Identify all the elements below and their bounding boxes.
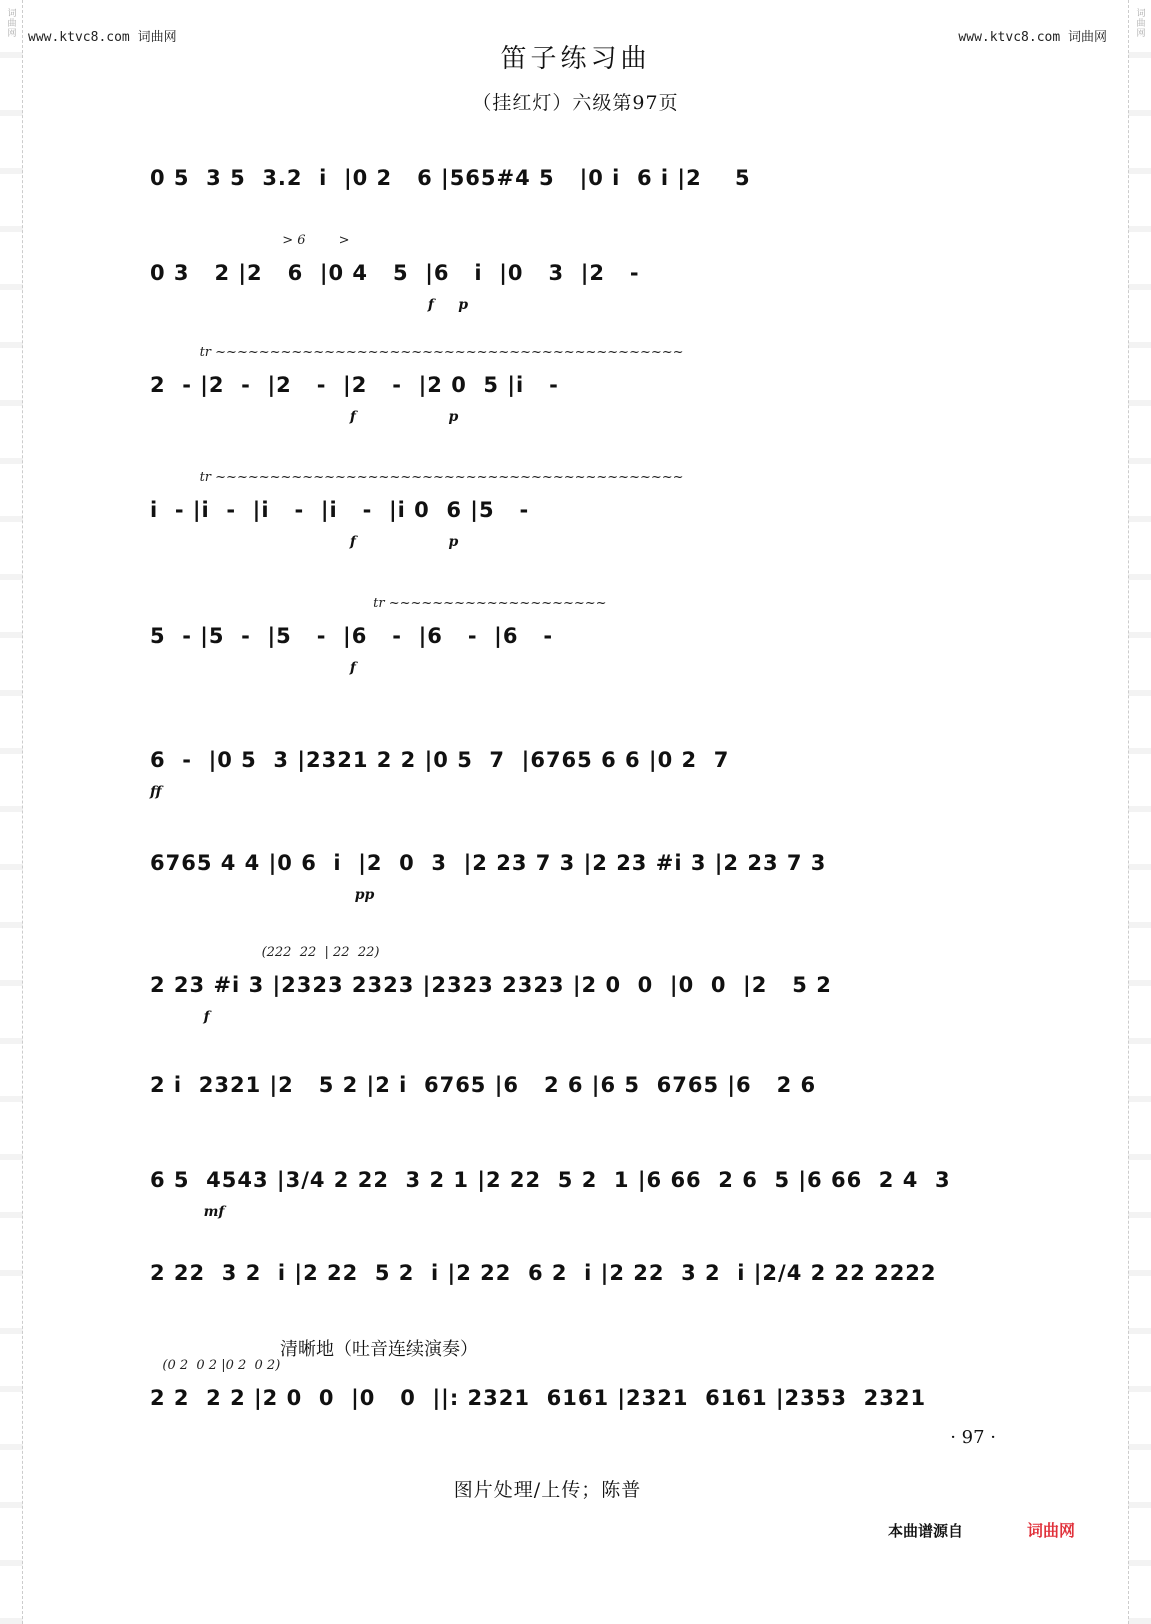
score-line-dynamics (150, 1297, 1030, 1315)
score-line-dynamics (150, 1422, 1030, 1440)
score-line (150, 833, 1030, 923)
score-line-marks: > 6 > (150, 233, 350, 248)
score-line (150, 345, 1030, 445)
score-line-marks (150, 720, 1030, 738)
score-line (150, 148, 1030, 238)
score-line (150, 945, 1030, 1045)
score-subtitle: （挂红灯）六级第97页 (472, 92, 679, 114)
upload-credit: 图片处理/上传；陈普 (453, 1479, 642, 1501)
score-line-notes: 2 22 3 2 i |2 22 5 2 i |2 22 6 2 i |2 22 3 2 i |2/4 2 22 2222 (150, 1261, 937, 1285)
source-label: 本曲谱源自 (888, 1522, 964, 1540)
score-line-dynamics: f p (150, 534, 459, 550)
score-line-marks: tr ~~~~~~~~~~~~~~~~~~~~~~~~~~~~~~~~~~~~~~~~~~~ (150, 345, 684, 360)
watermark-text: 词曲网 (1134, 8, 1145, 38)
score-line-marks: (0 2 0 2 |0 2 0 2) (150, 1358, 281, 1373)
score-line-notes: i - |i - |i - |i - |i 0 6 |5 - (150, 498, 530, 522)
watermark-text: 词曲网 (5, 8, 16, 38)
score-line-notes: 2 i 2321 |2 5 2 |2 i 6765 |6 2 6 |6 5 6765 |6 2 6 (150, 1073, 817, 1097)
score-line (150, 596, 1030, 696)
score-line-notes: 0 3 2 |2 6 |0 4 5 |6 i |0 3 |2 - (150, 261, 640, 285)
score-line-dynamics: f (150, 660, 356, 676)
performance-note: 清晰地（吐音连续演奏） (280, 1339, 478, 1360)
score-line-notes: 5 - |5 - |5 - |6 - |6 - |6 - (150, 624, 554, 648)
score-line-notes: 2 2 2 2 |2 0 0 |0 0 ||: 2321 6161 |2321 6161 |2353 2321 (150, 1386, 927, 1410)
score-line (150, 1055, 1030, 1145)
score-line (150, 730, 1030, 820)
left-margin-watermark (0, 0, 23, 1624)
score-line-marks: tr ~~~~~~~~~~~~~~~~~~~~~~~~~~~~~~~~~~~~~~~~~~~ (150, 470, 684, 485)
score-line-notes: 2 23 #i 3 |2323 2323 |2323 2323 |2 0 0 |0 0 |2 5 2 (150, 973, 832, 997)
score-line (150, 1358, 1030, 1458)
score-line (150, 470, 1030, 570)
site-logo: 词曲网 (1027, 1521, 1076, 1540)
score-line-dynamics: mf (150, 1204, 225, 1220)
score-line-marks (150, 1045, 1030, 1063)
page-number: · 97 · (950, 1427, 996, 1448)
score-line-dynamics: f p (150, 297, 469, 313)
score-title: 笛子练习曲 (500, 44, 651, 74)
score-line-marks (150, 823, 1030, 841)
site-url-right: www.ktvc8.com 词曲网 (958, 30, 1107, 45)
score-line-notes: 6 - |0 5 3 |2321 2 2 |0 5 7 |6765 6 6 |0 2 7 (150, 748, 730, 772)
score-line (150, 1150, 1030, 1240)
score-line-notes: 6765 4 4 |0 6 i |2 0 3 |2 23 7 3 |2 23 #i 3 |2 23 7 3 (150, 851, 827, 875)
score-line-dynamics: f p (150, 409, 459, 425)
score-line-notes: 2 - |2 - |2 - |2 - |2 0 5 |i - (150, 373, 559, 397)
score-line-marks (150, 1140, 1030, 1158)
score-line-dynamics: pp (150, 887, 375, 903)
score-line-marks: tr ~~~~~~~~~~~~~~~~~~~~ (150, 596, 607, 611)
score-line-marks: (222 22 | 22 22) (150, 945, 380, 960)
score-line (150, 233, 1030, 333)
right-margin-watermark (1128, 0, 1151, 1624)
site-url-left: www.ktvc8.com 词曲网 (28, 30, 177, 45)
score-line-marks (150, 138, 1030, 156)
score-line-dynamics (150, 202, 1030, 220)
score-line-marks (150, 1233, 1030, 1251)
score-line-dynamics: f (150, 1009, 210, 1025)
score-line-dynamics (150, 1109, 1030, 1127)
score-line-dynamics: ff (150, 784, 162, 800)
score-line (150, 1243, 1030, 1333)
score-line-notes: 0 5 3 5 3.2 i |0 2 6 |565#4 5 |0 i 6 i |2 5 (150, 166, 751, 190)
score-line-notes: 6 5 4543 |3/4 2 22 3 2 1 |2 22 5 2 1 |6 66 2 6 5 |6 66 2 4 3 (150, 1168, 951, 1192)
